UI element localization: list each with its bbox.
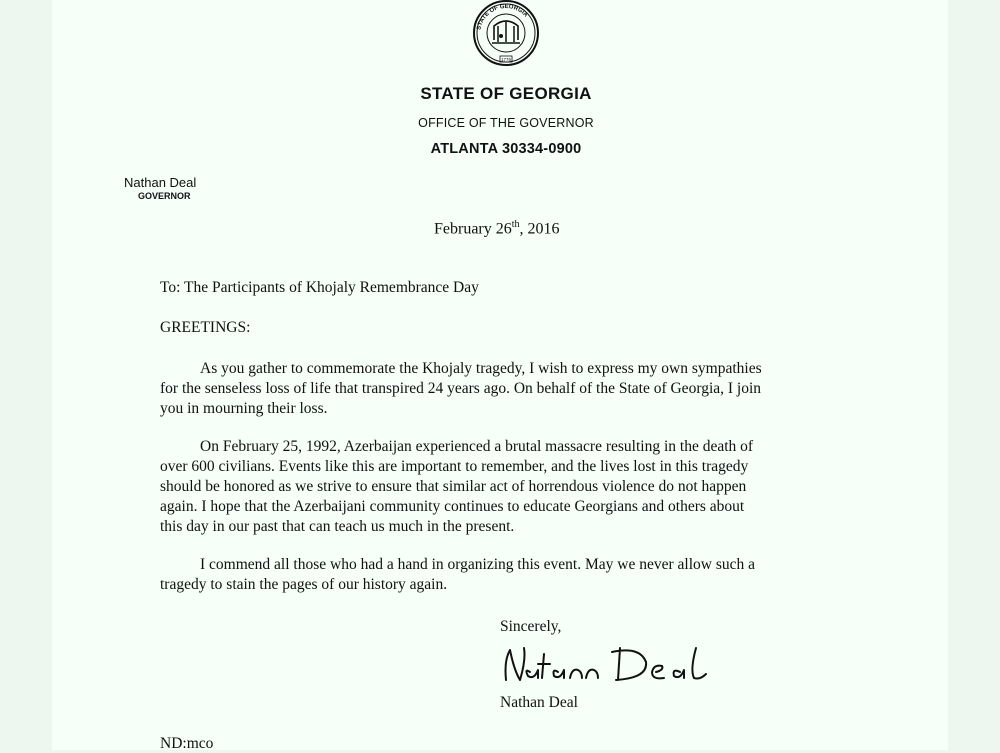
body-line: I commend all those who had a hand in organizing this event. May we never allow such a xyxy=(200,556,755,573)
governor-title: GOVERNOR xyxy=(138,191,191,201)
body-line: As you gather to commemorate the Khojaly tragedy, I wish to express my own sympathies xyxy=(200,360,762,377)
body-line: tragedy to stain the pages of our history again. xyxy=(160,576,448,593)
letter-date: February 26th, 2016 xyxy=(434,219,560,238)
signature-image xyxy=(500,640,730,690)
reference-initials: ND:mco xyxy=(160,735,214,752)
letterhead-office: OFFICE OF THE GOVERNOR xyxy=(418,116,594,130)
signer-name: Nathan Deal xyxy=(500,694,578,711)
letterhead-address: ATLANTA 30334-0900 xyxy=(430,141,582,157)
letterhead-title: STATE OF GEORGIA xyxy=(420,84,592,103)
greeting: GREETINGS: xyxy=(160,319,251,336)
body-line: for the senseless loss of life that transpired 24 years ago. On behalf of the State of Georgia, I join xyxy=(160,380,762,397)
body-line: over 600 civilians. Events like this are important to remember, and the lives lost in this tragedy xyxy=(160,458,749,475)
body-line: On February 25, 1992, Azerbaijan experienced a brutal massacre resulting in the death of xyxy=(200,438,754,455)
closing: Sincerely, xyxy=(500,618,562,635)
state-seal-icon xyxy=(464,0,548,68)
recipient-line: To: The Participants of Khojaly Remembrance Day xyxy=(160,279,479,296)
svg-text:STATE OF GEORGIA: STATE OF GEORGIA xyxy=(476,3,529,31)
governor-name: Nathan Deal xyxy=(124,175,197,190)
svg-text:1776: 1776 xyxy=(500,57,512,62)
body-line: this day in our past that can teach us much in the present. xyxy=(160,518,515,535)
body-line: should be honored as we strive to ensure that similar act of horrendous violence do not happen xyxy=(160,478,747,495)
body-line: you in mourning their loss. xyxy=(160,400,328,417)
body-line: again. I hope that the Azerbaijani community continues to educate Georgians and others about xyxy=(160,498,745,515)
